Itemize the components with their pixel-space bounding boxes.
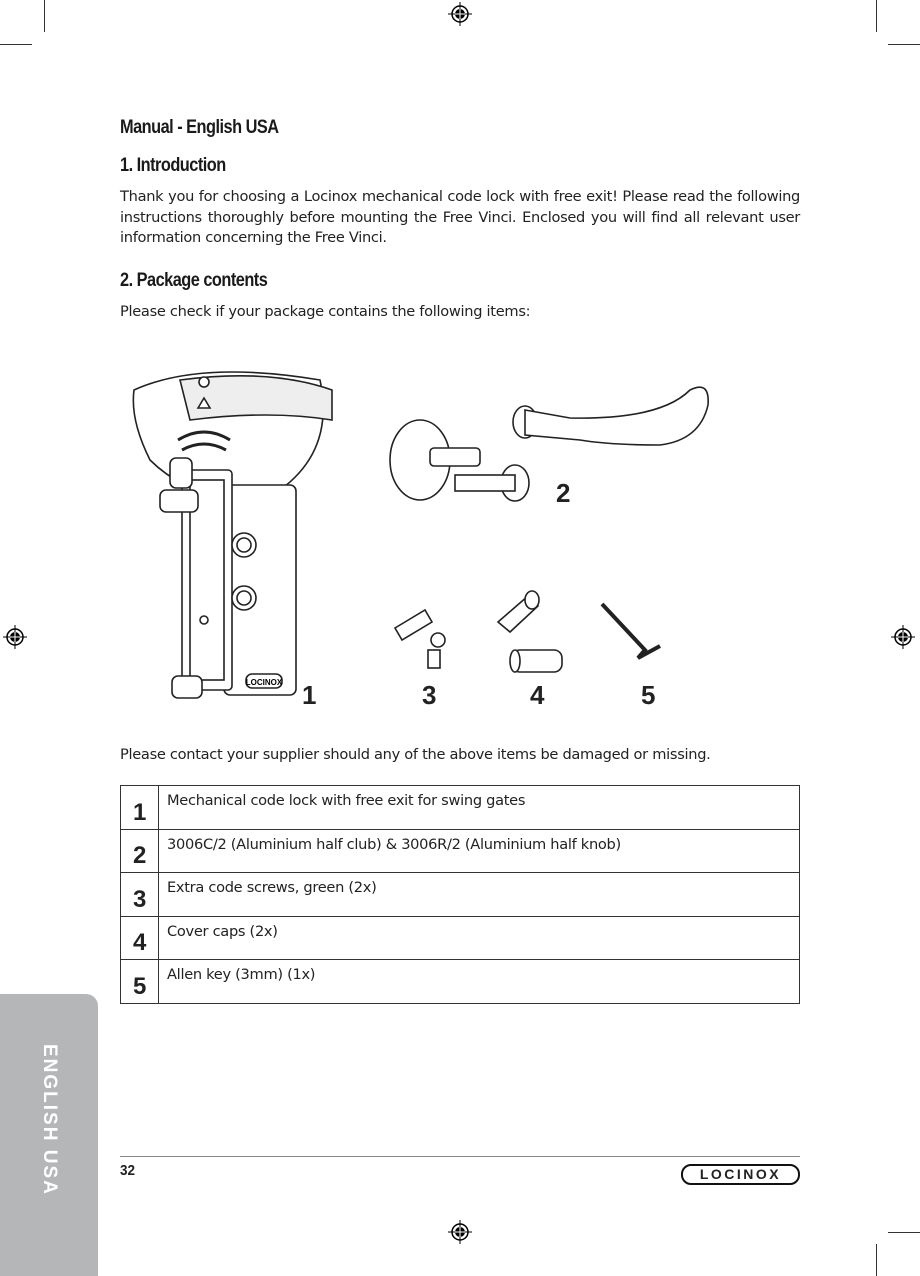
intro-body: Thank you for choosing a Locinox mechanical code lock with free exit! Please read the following instructions thoroughly before mounting the Free Vinci. Enclosed you will find all relevant user information concerning the Free Vinci.	[120, 188, 800, 246]
package-contents-illustration	[120, 360, 720, 720]
locinox-logo: LOCINOX	[681, 1164, 800, 1185]
table-row	[121, 873, 800, 917]
registration-mark-icon	[3, 625, 27, 649]
page-number: 32	[120, 1162, 136, 1179]
handle-knob-drawing	[390, 387, 708, 501]
item-description: 3006C/2 (Aluminium half club) & 3006R/2 (Aluminium half knob)	[159, 829, 800, 873]
crop-mark	[44, 0, 45, 32]
lock-logo: LOCINOX	[245, 678, 283, 687]
language-side-tab	[0, 994, 98, 1276]
crop-mark	[888, 44, 920, 45]
package-contents-table	[120, 785, 800, 1004]
code-lock-drawing	[133, 372, 332, 698]
package-lead: Please check if your package contains the following items:	[120, 303, 531, 320]
figure-label-4: 4	[530, 680, 545, 710]
item-description: Extra code screws, green (2x)	[159, 873, 800, 917]
table-row	[121, 916, 800, 960]
item-description: Cover caps (2x)	[159, 916, 800, 960]
item-description: Allen key (3mm) (1x)	[159, 960, 800, 1004]
figure-label-1: 1	[302, 680, 317, 710]
registration-mark-icon	[448, 2, 472, 26]
crop-mark	[888, 1232, 920, 1233]
item-number: 5	[121, 960, 159, 1004]
table-row	[121, 786, 800, 830]
item-number: 4	[121, 916, 159, 960]
package-heading: 2. Package contents	[120, 270, 268, 291]
crop-mark	[876, 1244, 877, 1276]
item-number: 3	[121, 873, 159, 917]
figure-label-2: 2	[556, 478, 571, 508]
registration-mark-icon	[891, 625, 915, 649]
figure-label-5: 5	[641, 680, 656, 710]
damage-note: Please contact your supplier should any of the above items be damaged or missing.	[120, 746, 711, 763]
manual-title: Manual - English USA	[120, 117, 279, 138]
crop-mark	[0, 44, 32, 45]
table-row	[121, 960, 800, 1004]
figure-label-3: 3	[422, 680, 437, 710]
item-number: 1	[121, 786, 159, 830]
registration-mark-icon	[448, 1220, 472, 1244]
item-description: Mechanical code lock with free exit for swing gates	[159, 786, 800, 830]
intro-heading: 1. Introduction	[120, 155, 226, 176]
table-row	[121, 829, 800, 873]
side-tab-label: ENGLISH USA	[39, 1044, 60, 1196]
footer-divider	[120, 1156, 800, 1157]
small-parts-drawing	[395, 591, 660, 672]
crop-mark	[876, 0, 877, 32]
item-number: 2	[121, 829, 159, 873]
